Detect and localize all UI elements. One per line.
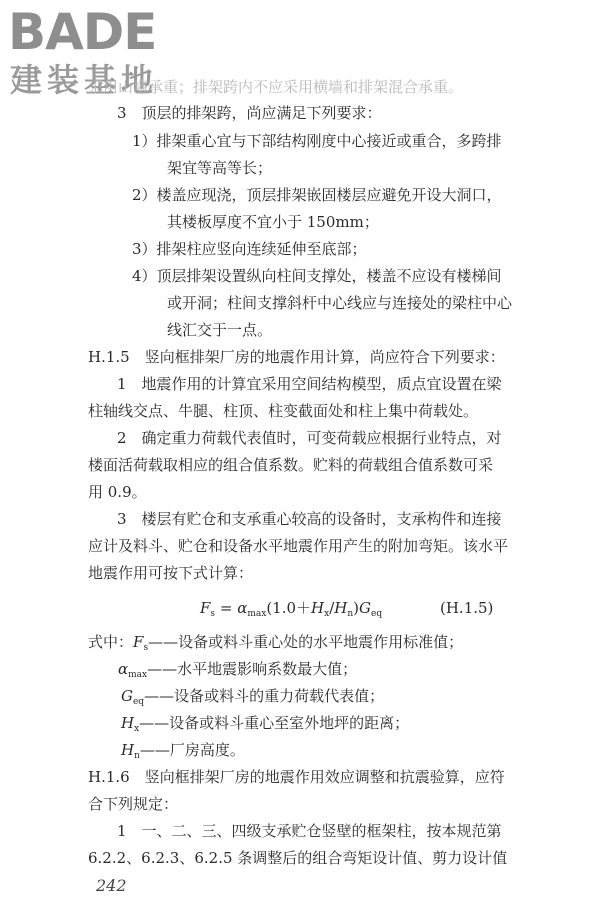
equation-number: (H.1.5) (440, 599, 494, 617)
text-line: 其楼板厚度不宜小于 150mm； (167, 213, 379, 231)
clause-heading: H.1.5 竖向框排架厂房的地震作用计算，尚应符合下列要求： (88, 348, 505, 366)
text-line: 1 地震作用的计算宜采用空间结构模型，质点宜设置在梁 (117, 375, 502, 393)
equation: $F_s = \alpha_{max}(1.0+H_x/H_n)G_{eq}$ (200, 599, 383, 619)
text-line: 4）顶层排架设置纵向柱间支撑处，楼盖不应设有楼梯间 (132, 267, 502, 285)
text-line: 3 楼层有贮仓和支承重心较高的设备时，支承构件和连接 (117, 510, 502, 528)
text-line: 地震作用可按下式计算： (88, 564, 254, 582)
text-line: 用 0.9。 (88, 483, 147, 501)
text-line: 楼面活荷载取相应的组合值系数。贮料的荷载组合值系数可采 (88, 456, 494, 474)
symbol-def: 式中：$F_s——$设备或料斗重心处的水平地震作用标准值； (88, 633, 464, 653)
text-line: 1 一、二、三、四级支承贮仓竖壁的框架柱，按本规范第 (117, 822, 502, 840)
text-line: 3 顶层的排架跨，尚应满足下列要求： (117, 104, 382, 122)
text-line: 6.2.2、6.2.3、6.2.5 条调整后的组合弯矩设计值、剪力设计值 (88, 849, 508, 867)
text-line: 2）楼盖应现浇，顶层排架嵌固楼层应避免开设大洞口， (132, 186, 502, 204)
symbol-def: $G_{eq}——$设备或料斗的重力荷载代表值； (121, 687, 385, 707)
logo-subtitle: 建装基地 (10, 61, 159, 99)
text-line: 线汇交于一点。 (167, 321, 273, 339)
symbol-def: $\alpha_{max}——$水平地震影响系数最大值； (118, 660, 358, 680)
text-line: 1）排架重心宜与下部结构刚度中心接近或重合，多跨排 (132, 132, 502, 150)
symbol-def: $H_n——$厂房高度。 (121, 741, 245, 761)
page-number: 242 (96, 876, 127, 895)
text-line: 合下列规定： (88, 795, 179, 813)
text-line: 柱轴线交点、牛腿、柱顶、柱变截面处和柱上集中荷载处。 (88, 402, 479, 420)
text-line: 或开洞；柱间支撑斜杆中心线应与连接处的梁柱中心 (167, 294, 513, 312)
text-line: 架宜等高等长； (167, 159, 273, 177)
text-line: 3）排架柱应竖向连续延伸至底部； (132, 240, 367, 258)
text-line: 应计及料斗、贮仓和设备水平地震作用产生的附加弯矩。该水平 (88, 537, 509, 555)
clause-heading: H.1.6 竖向框排架厂房的地震作用效应调整和抗震验算，应符 (88, 768, 505, 786)
symbol-def: $H_x——$设备或料斗重心至室外地坪的距离； (121, 714, 410, 734)
text-line: 采用山墙承重；排架跨内不应采用横墙和排架混合承重。 (88, 78, 464, 96)
text-line: 2 确定重力荷载代表值时，可变荷载应根据行业特点，对 (117, 429, 502, 447)
logo-brand-text: BADE (8, 3, 157, 61)
